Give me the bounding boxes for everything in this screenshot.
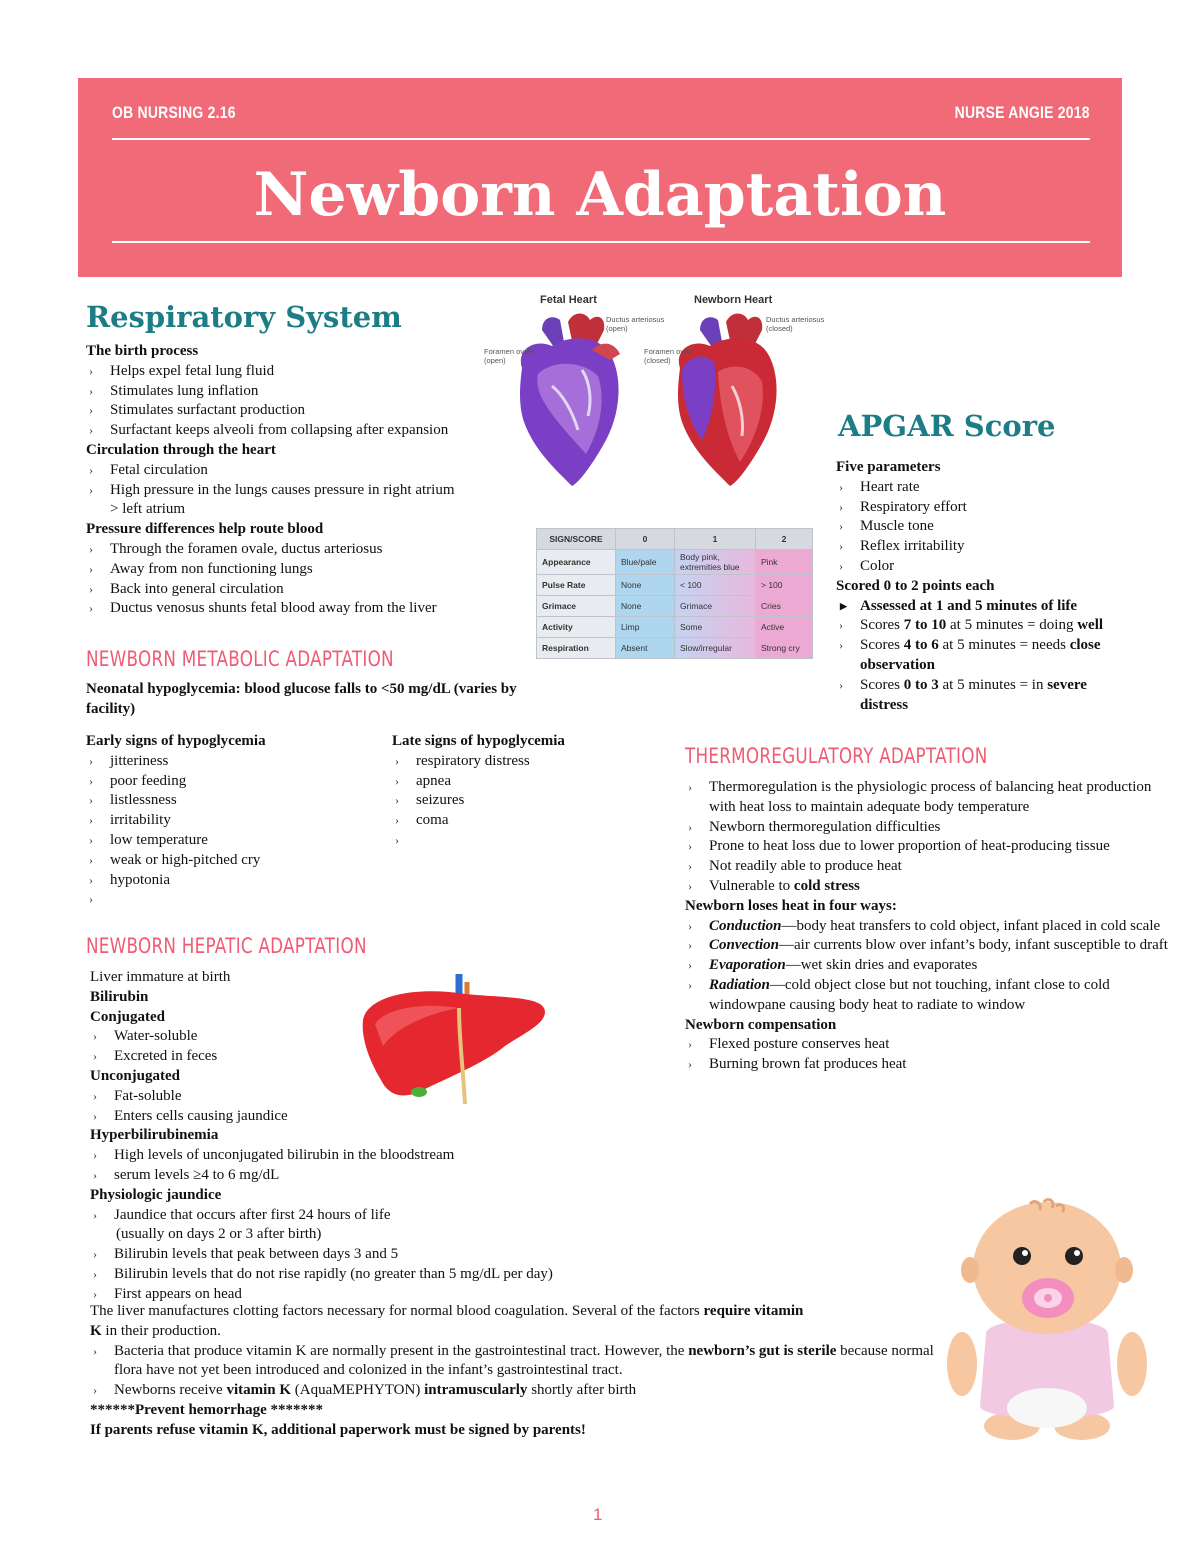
- five-parameters-heading: Five parameters: [836, 459, 941, 475]
- fetal-foramen-state: (open): [484, 356, 506, 365]
- list-item: › weak or high-pitched cry: [86, 851, 266, 871]
- physiologic-jaundice-heading: Physiologic jaundice: [90, 1186, 222, 1203]
- apgar-section: [836, 458, 1136, 715]
- table-cell: Strong cry: [756, 638, 813, 659]
- list-item: [836, 636, 1136, 656]
- table-cell: Slow/irregular: [675, 638, 756, 659]
- hypoglycemia-definition: [86, 680, 517, 720]
- baby-eye-left: [1013, 1247, 1031, 1265]
- table-cell: Body pink, extremities blue: [675, 550, 756, 575]
- newborn-foramen-label: Foramen ovale: [644, 347, 695, 356]
- table-header-cell: 2: [756, 529, 813, 550]
- banner-rule-bottom: [112, 241, 1090, 243]
- list-item: › Water-soluble: [90, 1027, 553, 1047]
- list-item: › apnea: [392, 772, 565, 792]
- circulation-heading: Circulation through the heart: [86, 441, 276, 458]
- newborn-foramen-state: (closed): [644, 356, 671, 365]
- list-item: [90, 1342, 940, 1382]
- list-item: › High levels of unconjugated bilirubin in the bloodstream: [90, 1146, 553, 1166]
- table-cell: > 100: [756, 575, 813, 596]
- list-item: › Thermoregulation is the physiologic process of balancing heat production with heat loss to maintain adequate body temperature: [685, 778, 1170, 818]
- author-label: NURSE ANGIE 2018: [954, 103, 1090, 122]
- table-cell: None: [616, 596, 675, 617]
- list-item: › Away from non functioning lungs: [86, 560, 455, 580]
- list-item: [836, 676, 1136, 696]
- text-run: Evaporation: [709, 957, 786, 974]
- banner-rule-top: [112, 138, 1090, 140]
- list-item: › hypotonia: [86, 871, 266, 891]
- fetal-foramen-label: Foramen ovale: [484, 347, 535, 356]
- text-run: —body heat transfers to cold object, infant placed in cold scale: [781, 917, 1161, 934]
- newborn-heart-label: Newborn Heart: [694, 294, 773, 306]
- text-run: K: [90, 1322, 102, 1339]
- list-item: › respiratory distress: [392, 752, 565, 772]
- text-run: require vitamin: [703, 1303, 804, 1319]
- text-run: because normal flora have not yet been introduced and colonized in the infant’s gastrointestinal tract.: [114, 1342, 934, 1379]
- table-cell: Pulse Rate: [537, 575, 616, 596]
- bilirubin-heading: Bilirubin: [90, 988, 149, 1005]
- text-run: —cold object close but not touching, infant close to cold windowpane causing body heat to radiate to window: [709, 976, 1110, 1013]
- list-item: [836, 616, 1136, 636]
- list-item: › Heart rate: [836, 478, 1136, 498]
- table-row: [537, 575, 813, 596]
- list-item-continuation: (usually on days 2 or 3 after birth): [116, 1226, 322, 1243]
- list-item: › Fetal circulation: [86, 461, 455, 481]
- text-run: sterile: [797, 1342, 837, 1359]
- list-item: › Surfactant keeps alveoli from collapsing after expansion: [86, 421, 455, 441]
- list-item: › Respiratory effort: [836, 498, 1136, 518]
- table-cell: None: [616, 575, 675, 596]
- scored-heading: Scored 0 to 2 points each: [836, 577, 995, 594]
- pressure-heading: Pressure differences help route blood: [86, 521, 324, 538]
- baby-illustration: [940, 1196, 1154, 1452]
- list-item: › Bilirubin levels that do not rise rapidly (no greater than 5 mg/dL per day): [90, 1265, 553, 1285]
- text-run: Scores: [860, 617, 904, 634]
- list-item: › Helps expel fetal lung fluid: [86, 362, 455, 382]
- list-item: › Burning brown fat produces heat: [685, 1055, 1170, 1075]
- text-run: severe: [1047, 676, 1087, 693]
- table-cell: Grimace: [537, 596, 616, 617]
- text-run: Scores: [860, 676, 904, 693]
- newborn-ductus-label: Ductus arteriosus: [766, 315, 825, 324]
- list-item: › poor feeding: [86, 772, 266, 792]
- table-header-cell: 1: [675, 529, 756, 550]
- assessed-item: ▶ Assessed at 1 and 5 minutes of life: [836, 597, 1136, 617]
- list-item: › serum levels ≥4 to 6 mg/dL: [90, 1166, 553, 1186]
- table-cell: Blue/pale: [616, 550, 675, 575]
- list-item: › listlessness: [86, 791, 266, 811]
- table-cell: Appearance: [537, 550, 616, 575]
- liver-lobe: [363, 991, 545, 1095]
- late-signs-list: [392, 732, 565, 851]
- immature-line: Liver immature at birth: [90, 969, 231, 985]
- list-item: › Excreted in feces: [90, 1047, 553, 1067]
- apgar-heading: APGAR Score: [838, 409, 1056, 443]
- late-signs-heading: Late signs of hypoglycemia: [392, 733, 565, 749]
- table-row: [537, 617, 813, 638]
- table-cell: Grimace: [675, 596, 756, 617]
- text-run: —wet skin dries and evaporates: [785, 957, 978, 974]
- compensation-heading: Newborn compensation: [685, 1016, 837, 1033]
- liver-illustration: [355, 968, 555, 1106]
- table-cell: < 100: [675, 575, 756, 596]
- gallbladder: [411, 1087, 427, 1097]
- fetal-heart-illustration: [520, 314, 620, 487]
- text-run: vitamin K: [226, 1382, 292, 1399]
- thermo-heading: THERMOREGULATORY ADAPTATION: [685, 744, 988, 768]
- text-run: Radiation: [709, 976, 770, 993]
- clotting-paragraph: [90, 1302, 940, 1342]
- hyperbilirubinemia-heading: Hyperbilirubinemia: [90, 1127, 219, 1144]
- text-run: Bacteria that produce vitamin K are normally present in the gastrointestinal tract. However, the: [114, 1342, 689, 1359]
- list-item: › Fat-soluble: [90, 1087, 553, 1107]
- text-run: —air currents blow over infant’s body, infant susceptible to draft: [779, 937, 1168, 954]
- fetal-heart-label: Fetal Heart: [540, 294, 597, 306]
- list-item: › Through the foramen ovale, ductus arteriosus: [86, 540, 455, 560]
- table-cell: Absent: [616, 638, 675, 659]
- list-item: › jitteriness: [86, 752, 266, 772]
- respiratory-section: [86, 342, 455, 619]
- list-item: [685, 956, 1170, 976]
- refuse-warning-line: If parents refuse vitamin K, additional paperwork must be signed by parents!: [90, 1421, 586, 1438]
- newborn-ductus-state: (closed): [766, 324, 793, 333]
- vitamin-k-section: [90, 1302, 940, 1441]
- unconjugated-heading: Unconjugated: [90, 1067, 181, 1084]
- text-run: in their production.: [101, 1322, 221, 1339]
- list-item: › coma: [392, 811, 565, 831]
- apgar-score-table: [536, 528, 813, 659]
- metabolic-heading: NEWBORN METABOLIC ADAPTATION: [86, 647, 394, 671]
- table-cell: Cries: [756, 596, 813, 617]
- hepatic-heading: NEWBORN HEPATIC ADAPTATION: [86, 934, 367, 958]
- definition-line: Neonatal hypoglycemia: blood glucose falls to <50 mg/dL (varies by: [86, 681, 517, 697]
- baby-eye-right: [1065, 1247, 1083, 1265]
- text-run: 0 to 3: [903, 676, 939, 693]
- fetal-ductus-state: (open): [606, 324, 628, 333]
- course-label: OB NURSING 2.16: [112, 103, 236, 122]
- table-cell: Limp: [616, 617, 675, 638]
- thermo-section: [685, 778, 1170, 1075]
- text-run: Convection: [709, 937, 779, 954]
- early-signs-list: [86, 732, 266, 910]
- table-cell: Respiration: [537, 638, 616, 659]
- list-item-continuation: > left atrium: [110, 501, 186, 518]
- text-run: Conduction: [709, 917, 782, 934]
- list-item: › Not readily able to produce heat: [685, 857, 1170, 877]
- list-item: › seizures: [392, 791, 565, 811]
- heart-figure: [482, 290, 832, 490]
- prevent-hemorrhage-line: ******Prevent hemorrhage *******: [90, 1401, 324, 1418]
- text-run: (AquaMEPHYTON): [291, 1382, 425, 1399]
- table-cell: Some: [675, 617, 756, 638]
- empty-list-item: [392, 831, 565, 851]
- text-run: well: [1077, 617, 1104, 634]
- list-item: › Muscle tone: [836, 517, 1136, 537]
- table-row: [537, 550, 813, 575]
- conjugated-heading: Conjugated: [90, 1008, 166, 1025]
- list-item: › First appears on head: [90, 1285, 553, 1305]
- list-item: › Back into general circulation: [86, 580, 455, 600]
- table-header-row: [537, 529, 813, 550]
- list-item: › Flexed posture conserves heat: [685, 1035, 1170, 1055]
- text-run: Scores: [860, 637, 904, 654]
- list-item: › Reflex irritability: [836, 537, 1136, 557]
- text-run: intramuscularly: [424, 1382, 528, 1399]
- list-item: › Stimulates lung inflation: [86, 382, 455, 402]
- definition-line: facility): [86, 700, 136, 717]
- heat-loss-heading: Newborn loses heat in four ways:: [685, 897, 897, 914]
- text-run: Vulnerable to: [709, 877, 794, 894]
- text-run: at 5 minutes = doing: [946, 617, 1078, 634]
- list-item: › Ductus venosus shunts fetal blood away from the liver: [86, 599, 455, 619]
- list-item: [685, 976, 1170, 1016]
- baby-diaper: [1007, 1388, 1087, 1428]
- page-number: 1: [593, 1505, 603, 1524]
- table-header-cell: SIGN/SCORE: [537, 529, 616, 550]
- list-item: [685, 936, 1170, 956]
- newborn-heart-illustration: [678, 314, 777, 487]
- table-cell: Activity: [537, 617, 616, 638]
- table-header-cell: 0: [616, 529, 675, 550]
- birth-process-heading: The birth process: [86, 343, 199, 359]
- list-item-continuation: observation: [860, 656, 935, 673]
- text-run: at 5 minutes = in: [938, 676, 1048, 693]
- text-run: cold stress: [793, 877, 860, 894]
- list-item: › Jaundice that occurs after first 24 hours of life: [90, 1206, 553, 1226]
- list-item: › Stimulates surfactant production: [86, 401, 455, 421]
- list-item: › Newborn thermoregulation difficulties: [685, 818, 1170, 838]
- early-signs-heading: Early signs of hypoglycemia: [86, 733, 266, 749]
- text-run: 4 to 6: [903, 637, 939, 654]
- text-run: newborn’s gut is: [688, 1342, 794, 1359]
- list-item: › Enters cells causing jaundice: [90, 1107, 553, 1127]
- text-run: close: [1069, 637, 1101, 654]
- text-run: shortly after birth: [527, 1382, 637, 1399]
- list-item-continuation: distress: [860, 696, 909, 713]
- table-cell: Pink: [756, 550, 813, 575]
- list-item: [685, 917, 1170, 937]
- respiratory-heading: Respiratory System: [86, 300, 402, 334]
- page-title: Newborn Adaptation: [253, 160, 947, 230]
- table-row: [537, 638, 813, 659]
- table-cell: Active: [756, 617, 813, 638]
- list-item: › low temperature: [86, 831, 266, 851]
- list-item: [90, 1381, 940, 1401]
- list-item: › irritability: [86, 811, 266, 831]
- text-run: 7 to 10: [903, 617, 947, 634]
- list-item: [685, 877, 1170, 897]
- text-run: at 5 minutes = needs: [938, 637, 1070, 654]
- list-item: › High pressure in the lungs causes pressure in right atrium: [86, 481, 455, 501]
- table-row: [537, 596, 813, 617]
- list-item: › Bilirubin levels that peak between days 3 and 5: [90, 1245, 553, 1265]
- fetal-ductus-label: Ductus arteriosus: [606, 315, 665, 324]
- text-run: The liver manufactures clotting factors necessary for normal blood coagulation. Several of the factors: [90, 1303, 704, 1319]
- text-run: Newborns receive: [114, 1382, 227, 1399]
- list-item: › Prone to heat loss due to lower proportion of heat-producing tissue: [685, 837, 1170, 857]
- empty-list-item: [86, 890, 266, 910]
- list-item: › Color: [836, 557, 1136, 577]
